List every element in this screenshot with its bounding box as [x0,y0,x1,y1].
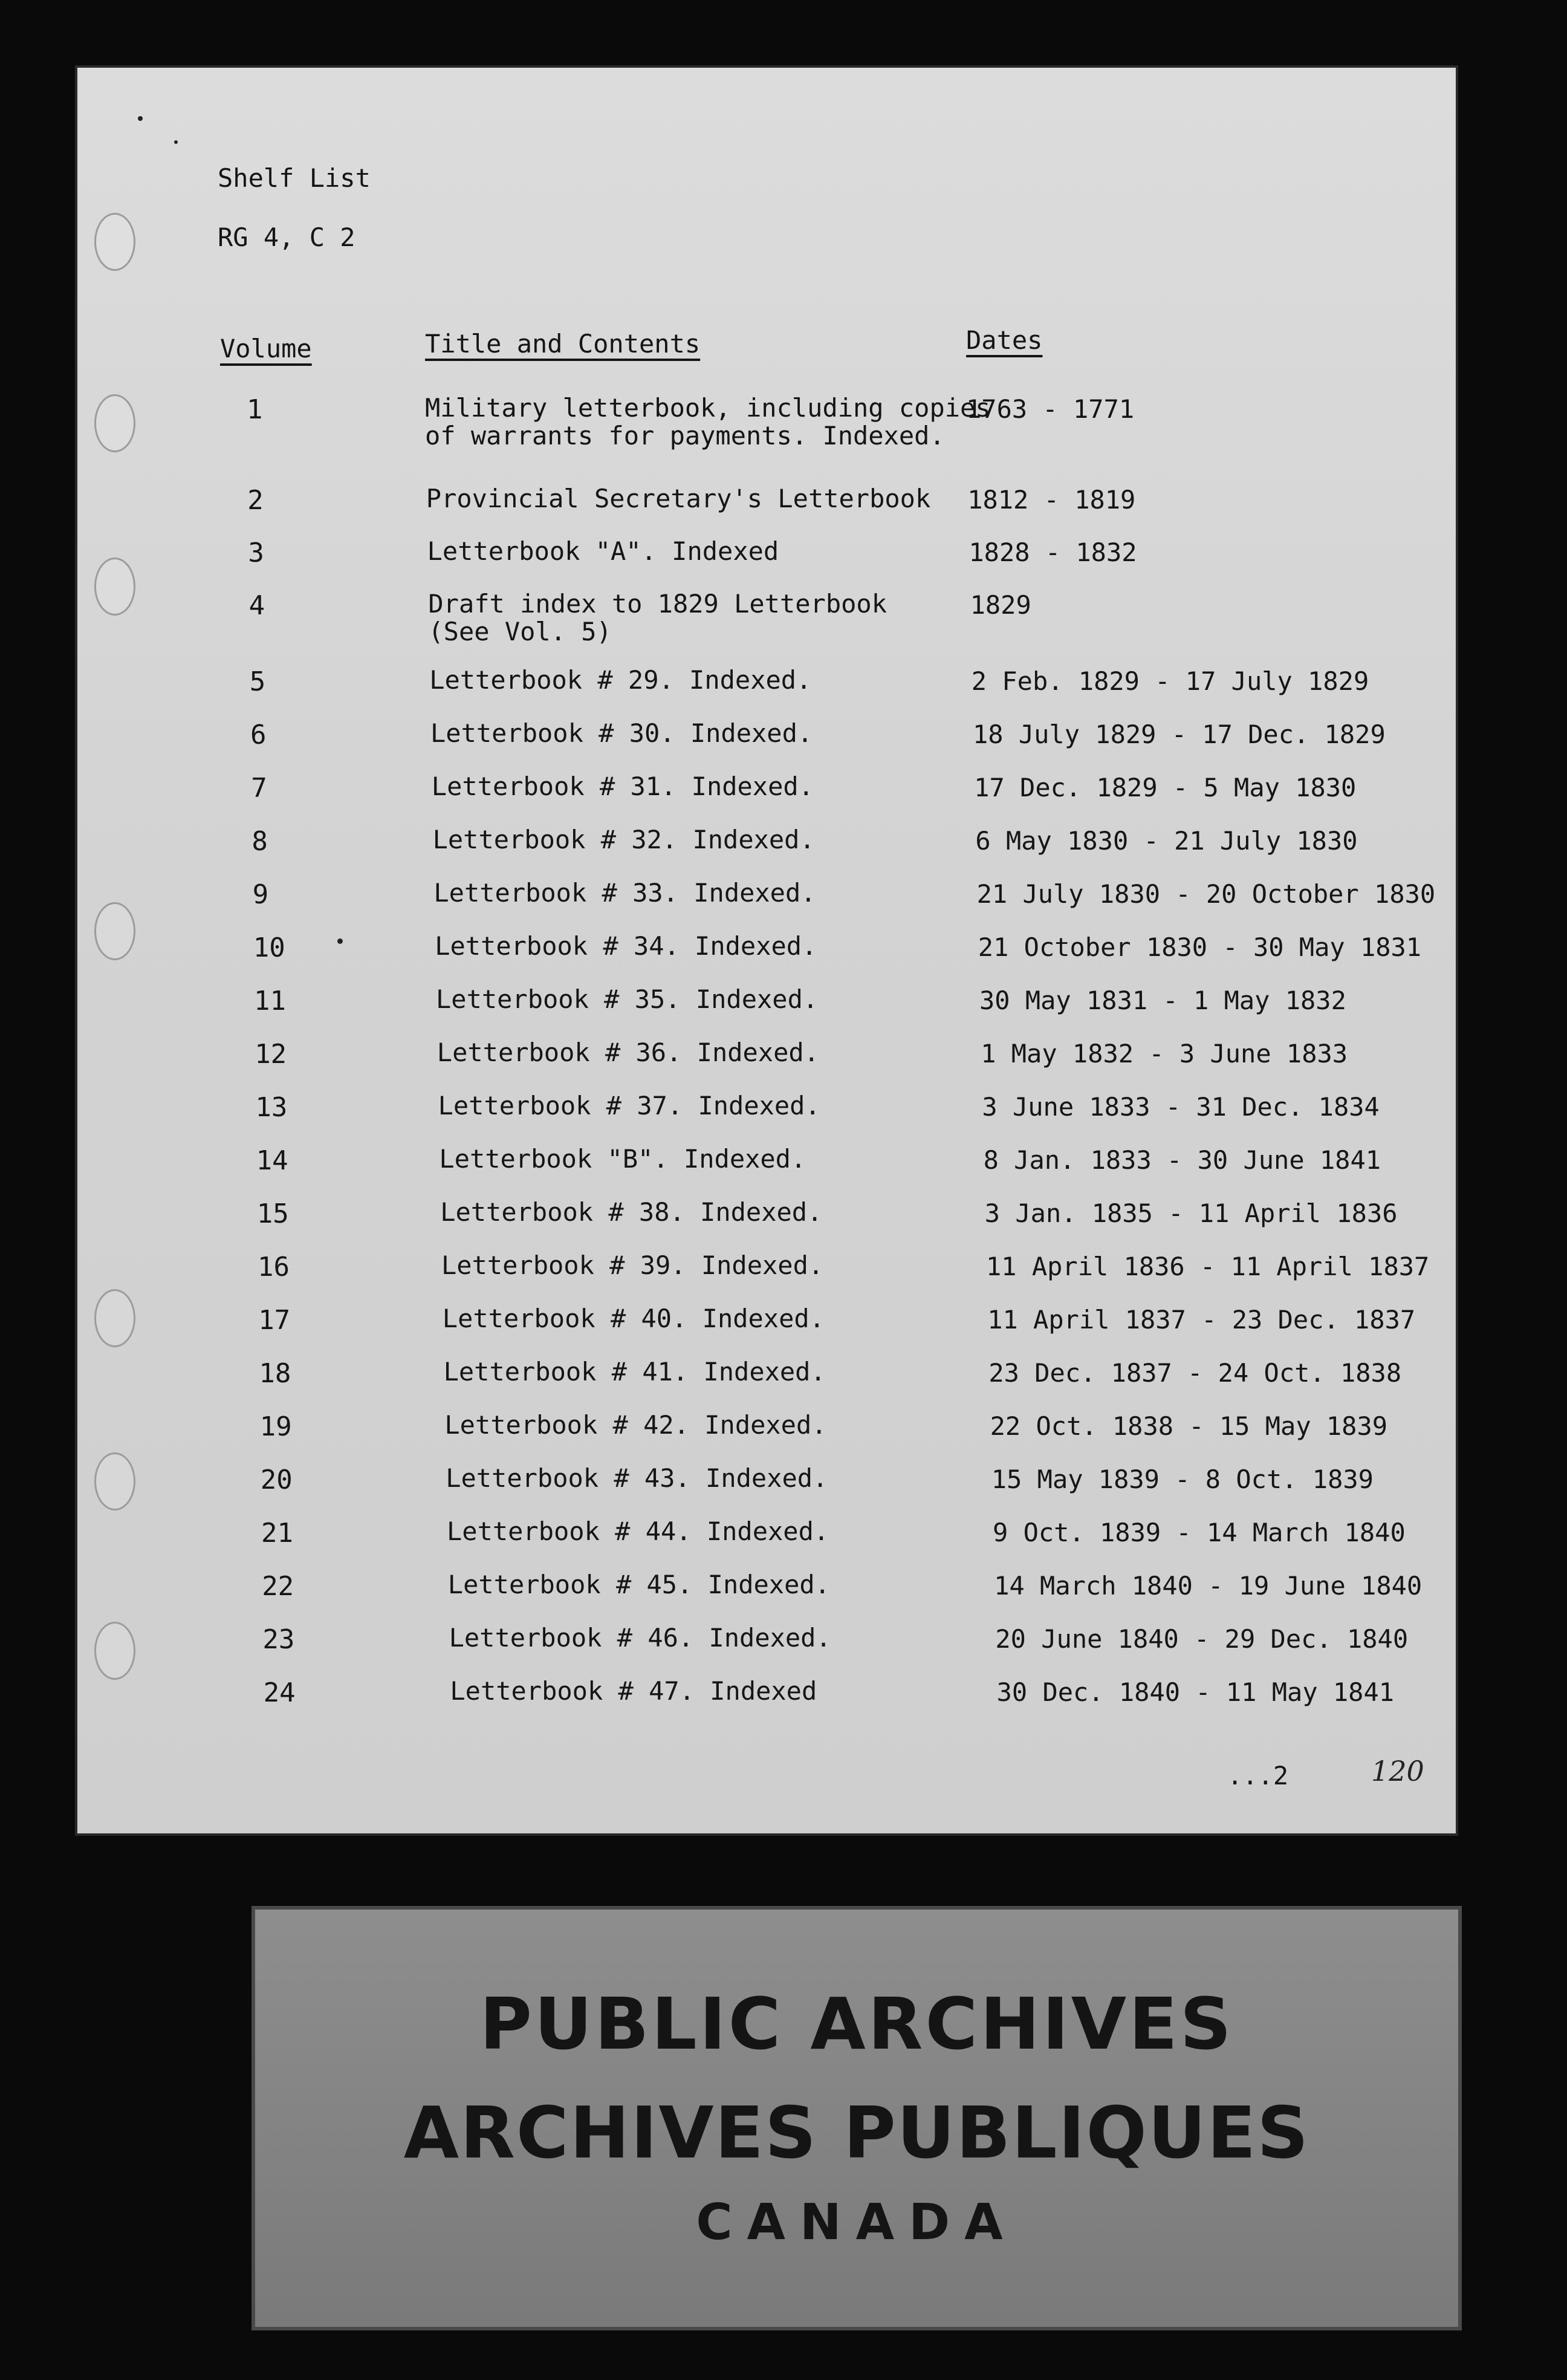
volume-number: 12 [255,1039,287,1070]
volume-dates: 23 Dec. 1837 - 24 Oct. 1838 [988,1358,1402,1388]
volume-title: Letterbook # 41. Indexed. [443,1357,826,1387]
volume-title: Letterbook # 44. Indexed. [447,1517,829,1546]
volume-number: 20 [260,1465,293,1495]
volume-title: Letterbook # 46. Indexed. [449,1623,831,1653]
volume-number: 16 [258,1252,290,1283]
table-row [77,1358,1456,1413]
volume-dates: 30 Dec. 1840 - 11 May 1841 [996,1677,1395,1707]
table-row [77,986,1456,1040]
table-row [77,720,1456,774]
volume-number: 5 [249,666,266,697]
volume-dates: 20 June 1840 - 29 Dec. 1840 [995,1624,1409,1654]
table-row [77,666,1456,721]
stamp-line-english: PUBLIC ARCHIVES [479,1982,1234,2066]
table-row [77,1518,1456,1572]
table-row [77,1092,1456,1146]
volume-number: 24 [263,1677,296,1708]
volume-number: 15 [256,1198,289,1229]
speck [138,116,143,121]
volume-dates: 8 Jan. 1833 - 30 June 1841 [983,1145,1381,1175]
volume-dates: 11 April 1837 - 23 Dec. 1837 [987,1305,1416,1335]
volume-number: 21 [261,1518,293,1549]
stamp-line-country: CANADA [696,2194,1017,2251]
volume-dates: 1829 [970,590,1031,620]
volume-dates: 1812 - 1819 [967,485,1136,515]
volume-title: Letterbook # 35. Indexed. [436,984,819,1014]
volume-number: 1 [247,394,263,425]
volume-title: Letterbook "B". Indexed. [439,1144,806,1174]
table-row [77,1145,1456,1200]
volume-number: 14 [256,1145,288,1176]
continuation-marker: ...2 [1227,1761,1289,1790]
table-row [77,590,1456,645]
volume-title: Letterbook # 31. Indexed. [431,772,814,801]
table-row [77,1411,1456,1466]
punch-hole [94,213,135,271]
volume-title: Letterbook # 33. Indexed. [433,878,816,908]
volume-dates: 3 Jan. 1835 - 11 April 1836 [984,1198,1398,1228]
volume-number: 17 [258,1305,291,1336]
table-row [77,1571,1456,1625]
volume-title: Letterbook # 36. Indexed. [436,1038,819,1067]
volume-dates: 1763 - 1771 [966,394,1135,424]
volume-number: 13 [255,1092,288,1123]
volume-dates: 21 October 1830 - 30 May 1831 [978,932,1422,962]
volume-dates: 30 May 1831 - 1 May 1832 [979,986,1346,1015]
table-row [77,1677,1456,1732]
volume-title: Letterbook # 47. Indexed [450,1676,817,1706]
volume-dates: 3 June 1833 - 31 Dec. 1834 [982,1092,1380,1122]
volume-dates: 15 May 1839 - 8 Oct. 1839 [991,1465,1374,1494]
column-header-title: Title and Contents [425,329,701,359]
record-group-reference: RG 4, C 2 [218,223,355,252]
volume-number: 2 [247,485,264,516]
volume-title: Letterbook # 42. Indexed. [444,1410,827,1440]
archives-stamp [251,1906,1462,2330]
volume-title: Letterbook # 40. Indexed. [442,1304,825,1333]
volume-dates: 18 July 1829 - 17 Dec. 1829 [973,720,1386,749]
volume-title: Provincial Secretary's Letterbook [426,484,931,513]
shelf-list-page [77,68,1456,1833]
stamp-line-french: ARCHIVES PUBLIQUES [403,2091,1310,2174]
volume-number: 18 [259,1358,291,1389]
volume-title: Draft index to 1829 Letterbook (See Vol. 5) [428,589,887,646]
speck [174,140,178,144]
table-row [77,1305,1456,1359]
volume-number: 19 [259,1411,292,1442]
volume-dates: 22 Oct. 1838 - 15 May 1839 [990,1411,1388,1441]
volume-dates: 1828 - 1832 [968,538,1137,567]
volume-number: 8 [251,826,268,857]
volume-title: Military letterbook, including copies of warrants for payments. Indexed. [425,393,991,450]
volume-number: 10 [253,932,285,963]
volume-title: Letterbook # 43. Indexed. [446,1463,828,1493]
volume-dates: 21 July 1830 - 20 October 1830 [976,879,1436,909]
table-row [77,394,1456,449]
volume-number: 7 [251,773,267,804]
volume-dates: 14 March 1840 - 19 June 1840 [994,1571,1423,1601]
volume-title: Letterbook # 29. Indexed. [429,665,812,695]
volume-title: Letterbook # 32. Indexed. [432,825,815,854]
table-row [77,1624,1456,1679]
volume-dates: 6 May 1830 - 21 July 1830 [975,826,1358,856]
table-row [77,1198,1456,1253]
volume-dates: 17 Dec. 1829 - 5 May 1830 [974,773,1357,802]
table-row [77,773,1456,827]
volume-title: Letterbook # 30. Indexed. [430,718,813,748]
document-title: Shelf List [218,163,371,193]
volume-dates: 9 Oct. 1839 - 14 March 1840 [993,1518,1406,1547]
volume-number: 23 [262,1624,295,1655]
table-row [77,932,1456,987]
table-row [77,538,1456,592]
volume-dates: 1 May 1832 - 3 June 1833 [981,1039,1348,1068]
table-row [77,1039,1456,1093]
table-row [77,485,1456,539]
volume-number: 11 [254,986,286,1016]
table-row [77,879,1456,934]
column-header-dates: Dates [966,325,1043,355]
volume-dates: 11 April 1836 - 11 April 1837 [986,1252,1430,1281]
volume-title: Letterbook # 37. Indexed. [438,1091,820,1120]
volume-title: Letterbook # 38. Indexed. [440,1197,823,1227]
volume-number: 22 [262,1571,294,1602]
volume-title: Letterbook # 34. Indexed. [435,931,817,961]
volume-title: Letterbook # 45. Indexed. [447,1570,830,1599]
volume-number: 9 [252,879,269,910]
handwritten-page-number: 120 [1371,1755,1424,1787]
volume-title: Letterbook # 39. Indexed. [441,1250,824,1280]
volume-dates: 2 Feb. 1829 - 17 July 1829 [971,666,1369,696]
table-row [77,826,1456,880]
table-row [77,1465,1456,1519]
volume-number: 6 [250,720,267,750]
volume-title: Letterbook "A". Indexed [427,536,779,566]
table-row [77,1252,1456,1306]
volume-number: 4 [248,590,265,621]
column-header-volume: Volume [220,334,312,363]
volume-number: 3 [248,538,264,568]
